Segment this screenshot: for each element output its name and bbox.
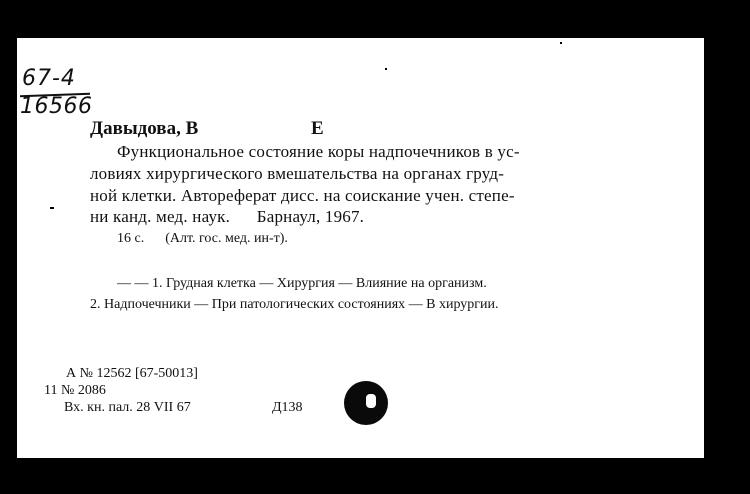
handwritten-code-bottom: 16566 [20,94,93,119]
accession-number: А № 12562 [67-50013] [66,366,198,381]
title-line-2: ловиях хирургического вмешательства на органах груд- [90,164,505,183]
speck [385,68,387,70]
subject-line-2: 2. Надпочечники — При патологических состояниях — В хирургии. [90,297,499,312]
subject-line-1: — — 1. Грудная клетка — Хирургия — Влияние на организм. [117,276,487,291]
print-code: Д138 [272,400,303,415]
registry-number: 11 № 2086 [44,383,106,398]
title-line-4: ни канд. мед. наук. Барнаул, 1967. [90,207,365,226]
author-initial: Е [311,118,324,139]
pages-publisher: 16 с. (Алт. гос. мед. ин-т). [117,231,288,246]
speck [560,42,562,44]
received-stamp: Вх. кн. пал. 28 VII 67 [64,400,191,415]
handwritten-code-top: 67-4 [22,66,76,91]
seal-mark [344,381,388,425]
title-line-3: ной клетки. Автореферат дисс. на соискание учен. степе- [90,186,515,205]
title-line-1: Функциональное состояние коры надпочечников в ус- [117,142,520,161]
speck [50,207,54,209]
author-name: Давыдова, В [90,118,199,139]
